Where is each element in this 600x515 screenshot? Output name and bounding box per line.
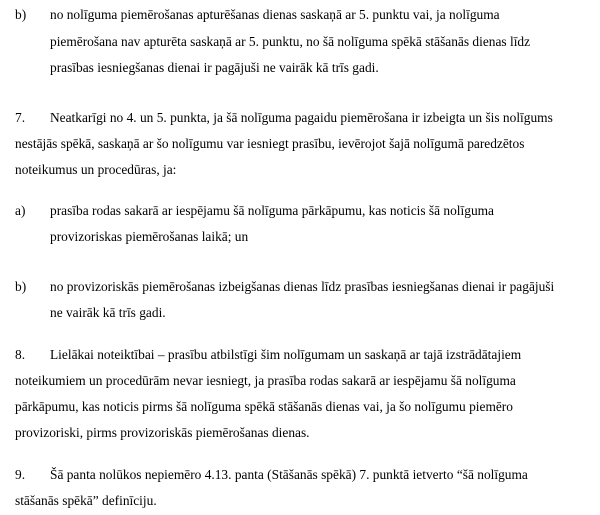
text-line: noteikumiem un procedūrām nevar iesniegt, ja prasība rodas sakarā ar iespējamu šā nolīguma — [15, 373, 516, 388]
list-marker: a) — [15, 203, 26, 218]
text-line: provizoriski, pirms provizoriskās piemērošanas dienas. — [15, 425, 310, 440]
text-line: Lielākai noteiktībai – prasību atbilstīgi šim nolīgumam un saskaņā ar tajā izstrādātajiem — [50, 347, 522, 362]
text-line: piemērošana nav apturēta saskaņā ar 5. punktu, no šā nolīguma spēkā stāšanās dienas līdz — [50, 34, 531, 49]
text-line: Šā panta nolūkos nepiemēro 4.13. panta (Stāšanās spēkā) 7. punktā ietverto “šā nolīguma — [50, 467, 528, 482]
list-marker: b) — [15, 7, 27, 22]
text-line: stāšanās spēkā” definīciju. — [15, 493, 157, 508]
text-line: noteikumus un procedūras, ja: — [15, 162, 177, 177]
text-line: Neatkarīgi no 4. un 5. punkta, ja šā nolīguma pagaidu piemērošana ir izbeigta un šis nolīgums — [50, 110, 553, 125]
text-line: prasības iesniegšanas dienai ir pagājuši ne vairāk kā trīs gadi. — [50, 60, 379, 75]
text-line: pārkāpumu, kas noticis pirms šā nolīguma spēkā stāšanās dienas vai, ja šo nolīgumu piemēro — [15, 399, 513, 414]
list-marker: b) — [15, 279, 27, 294]
text-line: prasība rodas sakarā ar iespējamu šā nolīguma pārkāpumu, kas noticis šā nolīguma — [50, 203, 494, 218]
paragraph-number: 9. — [15, 467, 26, 482]
text-line: no nolīguma piemērošanas apturēšanas dienas saskaņā ar 5. punktu vai, ja nolīguma — [50, 7, 500, 22]
paragraph-number: 8. — [15, 347, 26, 362]
text-line: ne vairāk kā trīs gadi. — [50, 305, 166, 320]
text-line: no provizoriskās piemērošanas izbeigšanas dienas līdz prasības iesniegšanas dienai ir pagājuši — [50, 279, 555, 294]
text-line: nestājās spēkā, saskaņā ar šo nolīgumu var iesniegt prasību, ievērojot šajā nolīgumā paredzētos — [15, 136, 525, 151]
text-line: provizoriskas piemērošanas laikā; un — [50, 229, 249, 244]
paragraph-number: 7. — [15, 110, 26, 125]
